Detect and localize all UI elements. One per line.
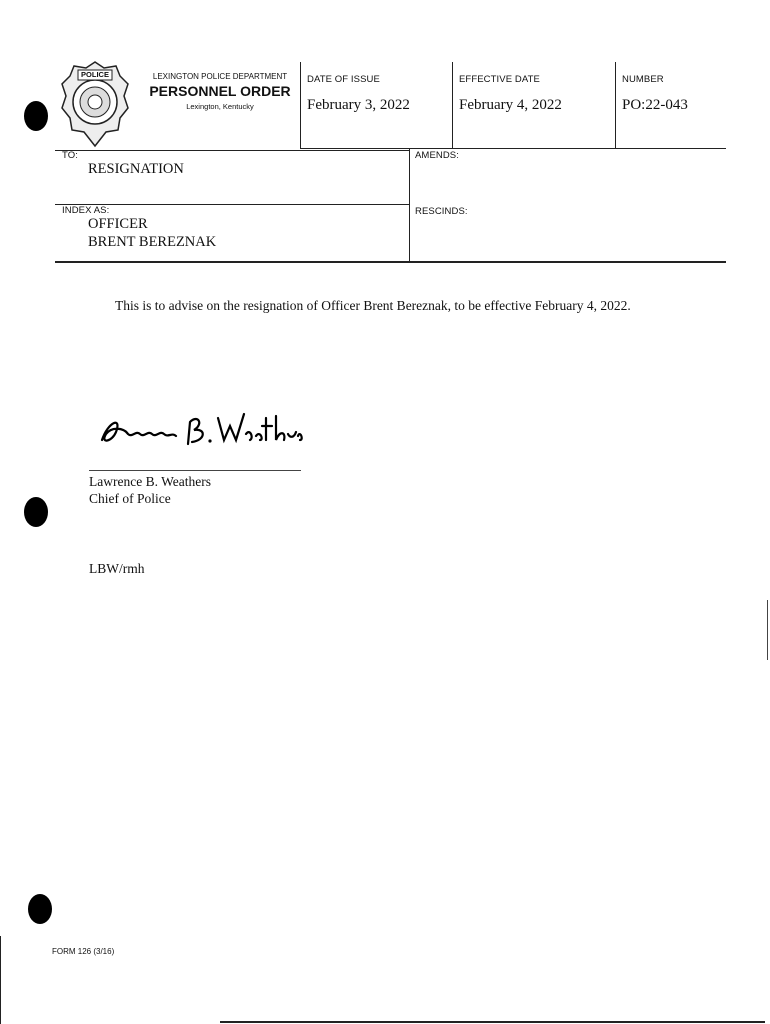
badge-label: POLICE — [81, 70, 109, 79]
number-value: PO:22-043 — [622, 97, 688, 113]
document-title: PERSONNEL ORDER — [149, 83, 291, 99]
date-of-issue-label: DATE OF ISSUE — [307, 74, 380, 85]
signature-line — [89, 470, 301, 471]
hole-punch-middle — [24, 497, 48, 527]
hole-punch-top — [24, 101, 48, 131]
date-of-issue-value: February 3, 2022 — [307, 97, 410, 113]
hole-punch-bottom — [28, 894, 52, 924]
header-divider-1 — [300, 62, 301, 148]
handwritten-signature — [94, 404, 304, 454]
index-as-line2: BRENT BEREZNAK — [88, 234, 217, 250]
location-label: Lexington, Kentucky — [186, 102, 254, 111]
body-paragraph: This is to advise on the resignation of Officer Brent Bereznak, to be effective February 4, 2022. — [115, 298, 631, 313]
rescinds-label: RESCINDS: — [415, 206, 468, 217]
effective-date-label: EFFECTIVE DATE — [459, 74, 540, 85]
department-name: LEXINGTON POLICE DEPARTMENT — [152, 72, 288, 81]
to-value: RESIGNATION — [88, 161, 184, 177]
signer-name: Lawrence B. Weathers — [89, 474, 211, 489]
index-as-label: INDEX AS: — [62, 205, 110, 216]
header-bottom-rule — [300, 148, 726, 149]
index-as-line1: OFFICER — [88, 216, 148, 232]
header-divider-3 — [615, 62, 616, 148]
signer-title: Chief of Police — [89, 491, 171, 506]
header-divider-2 — [452, 62, 453, 148]
form-number: FORM 126 (3/16) — [52, 947, 115, 956]
to-top-rule — [55, 150, 410, 151]
number-label: NUMBER — [622, 74, 664, 85]
amends-label: AMENDS: — [415, 150, 459, 161]
left-edge-line — [0, 936, 1, 1024]
amends-divider — [409, 148, 410, 262]
bottom-edge-line — [220, 1021, 765, 1023]
right-edge-line — [767, 600, 768, 660]
block-bottom-rule — [55, 261, 726, 263]
typist-initials: LBW/rmh — [89, 561, 145, 576]
police-badge-icon — [60, 60, 130, 148]
effective-date-value: February 4, 2022 — [459, 97, 562, 113]
to-label: TO: — [62, 150, 78, 161]
